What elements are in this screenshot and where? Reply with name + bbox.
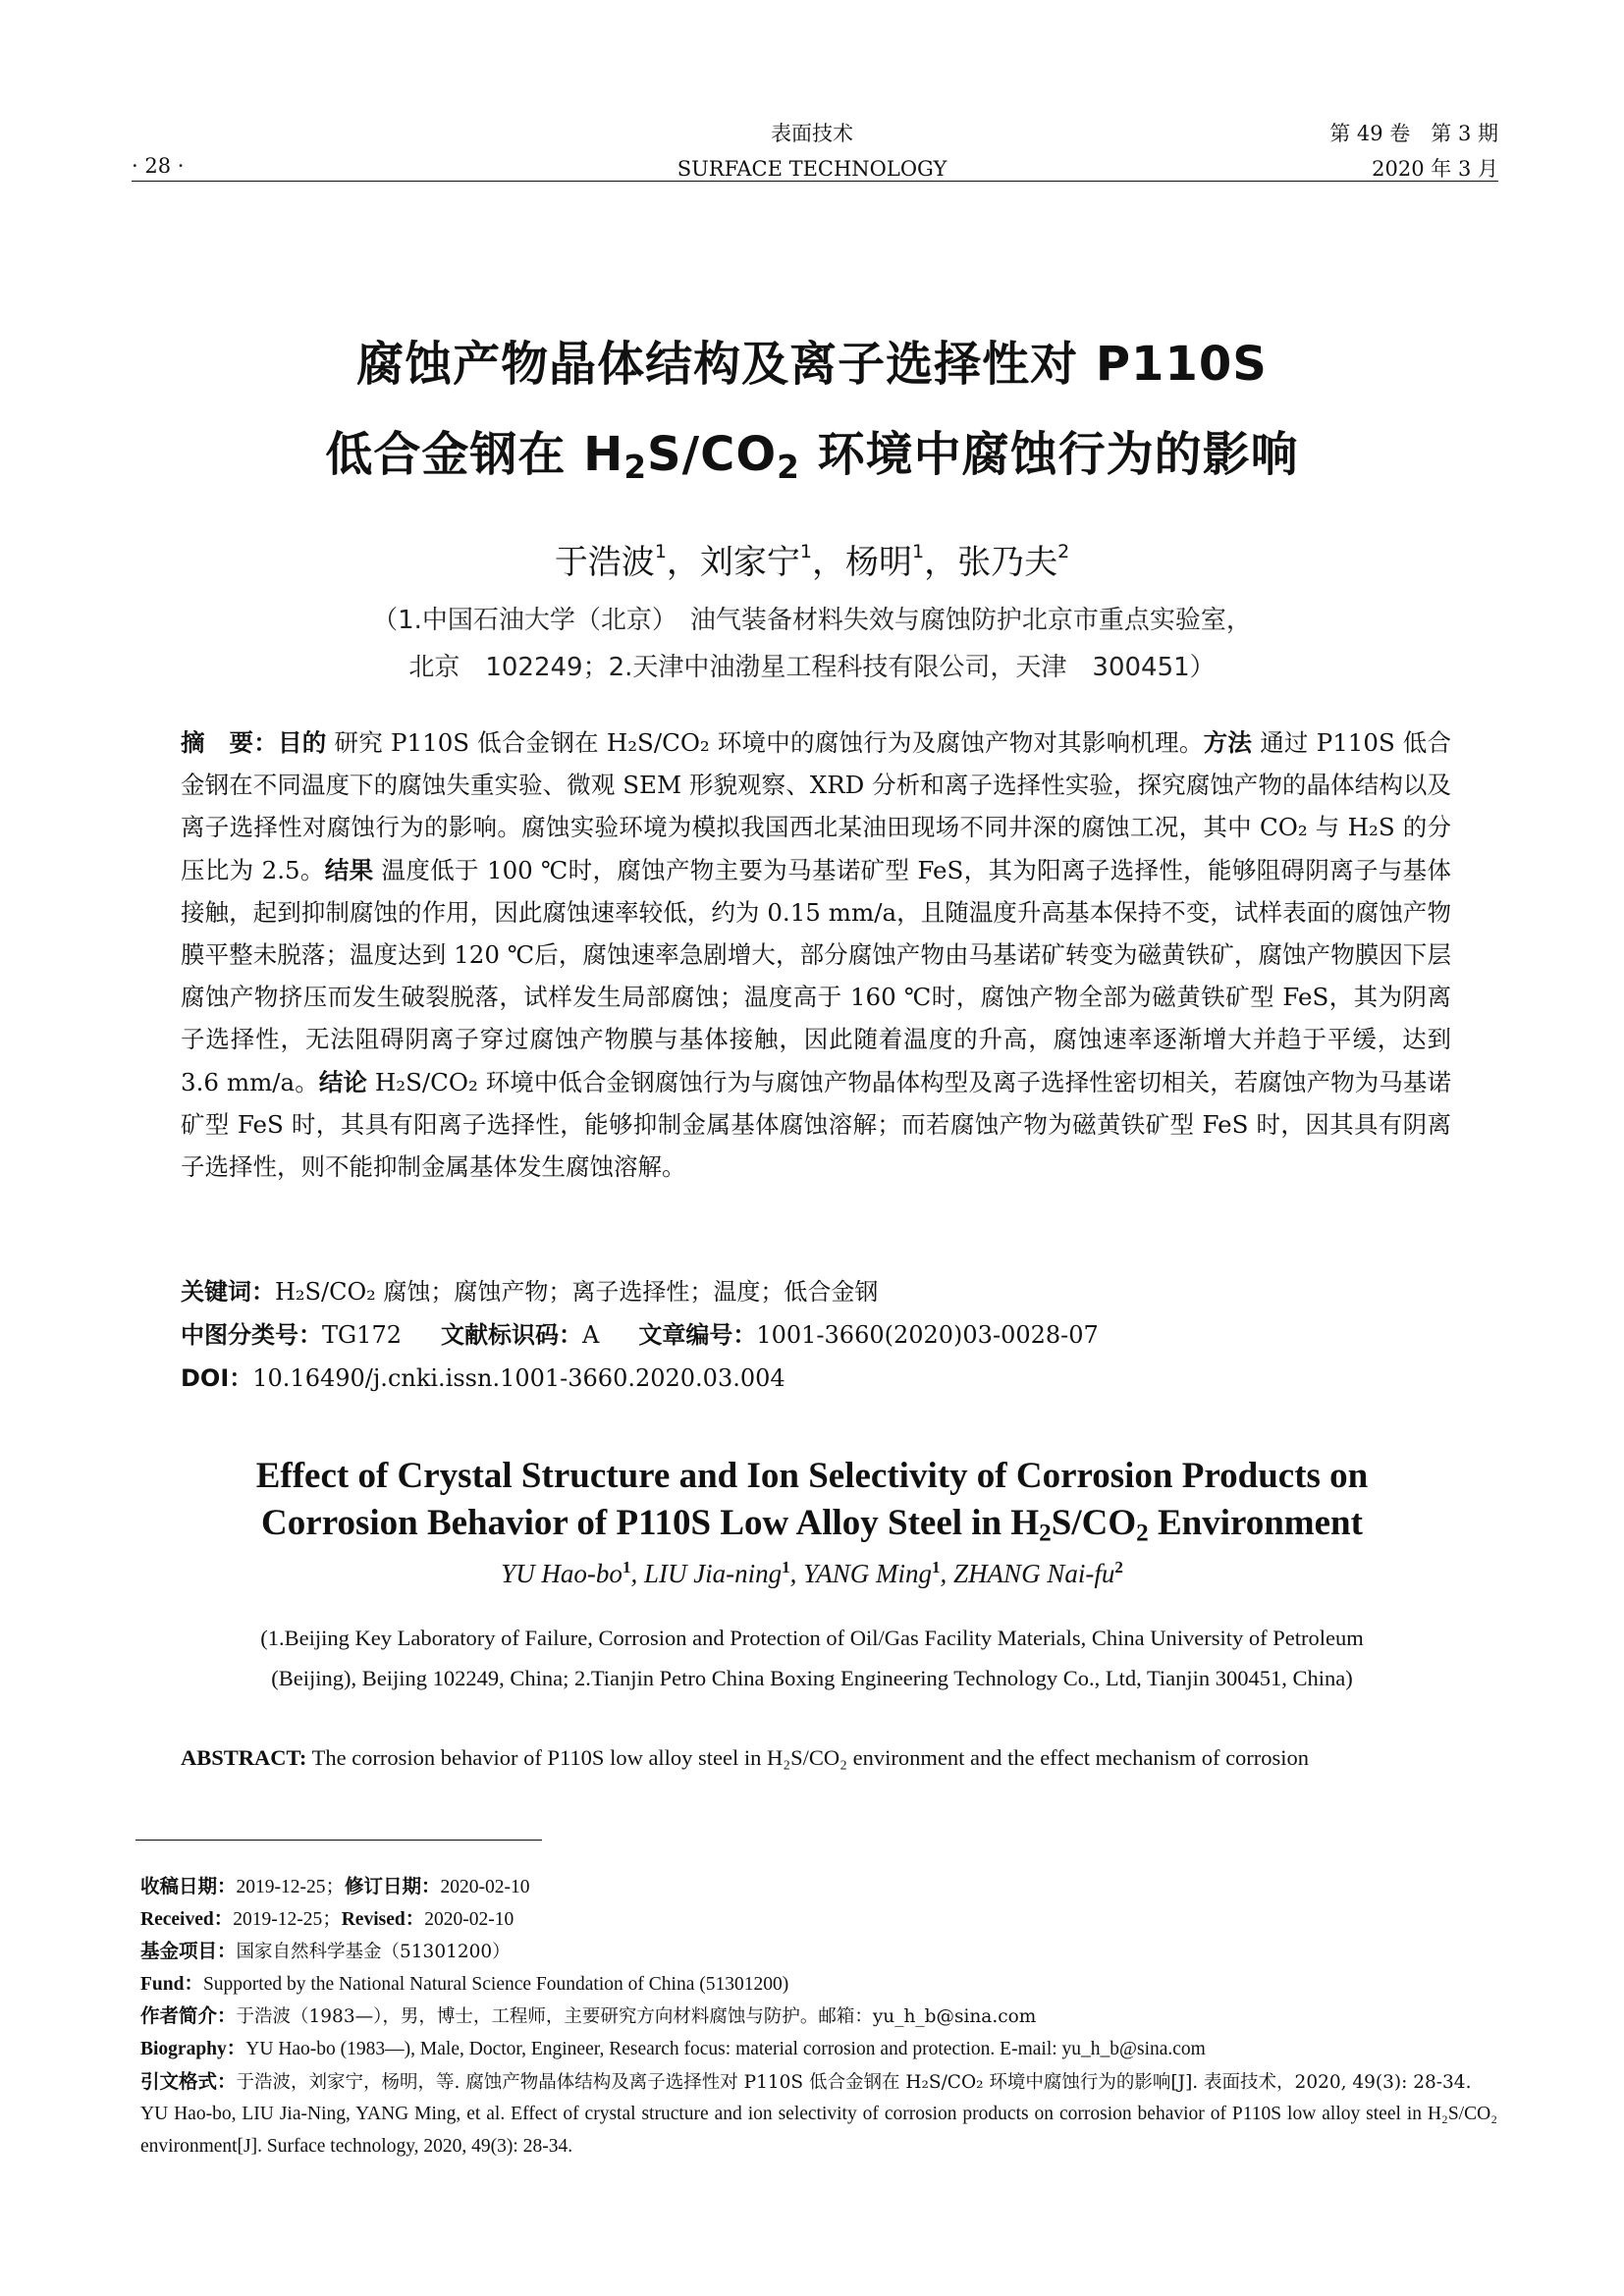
header-rule	[132, 181, 1498, 182]
journal-name-en: SURFACE TECHNOLOGY	[677, 157, 947, 181]
title-cn-line1: 腐蚀产物晶体结构及离子选择性对 P110S	[356, 337, 1268, 392]
doi: DOI：10.16490/j.cnki.issn.1001-3660.2020.03.004	[181, 1364, 785, 1392]
author-affiliation-mark: 2	[1057, 541, 1070, 562]
conclusion-label: 结论	[318, 1067, 368, 1096]
footnote-rule	[135, 1840, 542, 1841]
author-name: 张乃夫	[957, 543, 1058, 582]
keywords: 关键词：H₂S/CO₂ 腐蚀；腐蚀产物；离子选择性；温度；低合金钢	[181, 1278, 879, 1306]
volume-issue: 第 49 卷 第 3 期	[1329, 122, 1498, 145]
journal-name-cn: 表面技术	[771, 122, 853, 145]
abstract-cn: 摘 要：目的 研究 P110S 低合金钢在 H₂S/CO₂ 环境中的腐蚀行为及腐蚀产物对其影响机理。方法 通过 P110S 低合金钢在不同温度下的腐蚀失重实验、微观 SEM 形貌观察、XRD 分析和离子选择性实验，探究腐蚀产物的晶体结构以及离子选择性对腐蚀行为的影响。腐蚀实验环境为模拟我国西北某油田现场不同井深的腐蚀工况，其中 CO₂ 与 H₂S 的分压比为 2.5。结果 温度低于 100 ℃时，腐蚀产物主要为马基诺矿型 FeS，其为阳离子选择性，能够阻碍阴离子与基体接触，起到抑制腐蚀的作用，因此腐蚀速率较低，约为 0.15 mm/a，且随温度升高基本保持不变，试样表面的腐蚀产物膜平整未脱落；温度达到 120 ℃后，腐蚀速率急剧增大，部分腐蚀产物由马基诺矿转变为磁黄铁矿，腐蚀产物膜因下层腐蚀产物挤压而发生破裂脱落，试样发生局部腐蚀；温度高于 160 ℃时，腐蚀产物全部为磁黄铁矿型 FeS，其为阴离子选择性，无法阻碍阴离子穿过腐蚀产物膜与基体接触，因此随着温度的升高，腐蚀速率逐渐增大并趋于平缓，达到 3.6 mm/a。结论 H₂S/CO₂ 环境中低合金钢腐蚀行为与腐蚀产物晶体构型及离子选择性密切相关，若腐蚀产物为马基诺矿型 FeS 时，其具有阳离子选择性，能够抑制金属基体腐蚀溶解；而若腐蚀产物为磁黄铁矿型 FeS 时，因其具有阴离子选择性，则不能抑制金属基体发生腐蚀溶解。	[181, 728, 1452, 1182]
abstract-en: ABSTRACT: The corrosion behavior of P110S low alloy steel in H₂S/CO₂ environment and the effect mechanism of corrosion	[181, 1745, 1310, 1770]
citation-en: YU Hao-bo, LIU Jia-Ning, YANG Ming, et al. Effect of crystal structure and ion selectivity of corrosion products on corrosion behavior of P110S low alloy steel in H₂S/CO₂ environment[J]. Surface technology, 2020, 49(3): 28-34.	[140, 2104, 1497, 2157]
author-name: LIU Jia-ning	[643, 1559, 783, 1588]
fund-en: Fund：Supported by the National Natural Science Foundation of China (51301200)	[140, 1973, 789, 1995]
title-cn	[0, 319, 1624, 512]
author-name: YU Hao-bo	[501, 1559, 623, 1588]
citation-cn: 引文格式：于浩波，刘家宁，杨明，等. 腐蚀产物晶体结构及离子选择性对 P110S 低合金钢在 H₂S/CO₂ 环境中腐蚀行为的影响[J]. 表面技术，2020, 49(3): 28-34.	[140, 2069, 1472, 2093]
fund-cn: 基金项目：国家自然科学基金（51301200）	[140, 1940, 511, 1963]
author-affiliation-mark: 1	[799, 541, 812, 562]
authors-cn: 于浩波$^1$，刘家宁$^1$，杨明$^1$，张乃夫$^2$	[554, 541, 1070, 582]
classification: 中图分类号：TG172 文献标识码：A 文章编号：1001-3660(2020)03-0028-07	[181, 1321, 1099, 1349]
issue-date: 2020 年 3 月	[1372, 157, 1498, 181]
footnotes	[140, 1871, 1497, 2163]
author-name: YANG Ming	[803, 1559, 933, 1588]
method-label: 方法	[1203, 728, 1253, 757]
result-label: 结果	[324, 855, 374, 884]
page-number: · 28 ·	[132, 154, 185, 178]
author-name: 刘家宁	[699, 543, 800, 582]
affiliation-cn: （1.中国石油大学（北京） 油气装备材料失效与腐蚀防护北京市重点实验室， 北京 102249；2.天津中油渤星工程科技有限公司，天津 300451）	[372, 606, 1252, 682]
title-cn-line2: 低合金钢在 $H_2S/CO_2$ 环境中腐蚀行为的影响	[325, 427, 1299, 487]
biography-en: Biography：YU Hao-bo (1983—), Male, Doctor, Engineer, Research focus: material corrosion and protection. E-mail: yu_h_b@sina.com	[140, 2038, 1206, 2059]
doi-value: 10.16490/j.cnki.issn.1001-3660.2020.03.004	[252, 1364, 785, 1392]
author-affiliation-mark: 1	[912, 541, 925, 562]
author-name: ZHANG Nai-fu	[953, 1559, 1115, 1588]
affiliation-en: (1.Beijing Key Laboratory of Failure, Corrosion and Protection of Oil/Gas Facility Materials, China University of Petroleum (Beijing), Beijing 102249, China; 2.Tianjin Petro China Boxing Engineering Technology Co., Ltd, Tianjin 300451, China)	[260, 1626, 1364, 1690]
title-en: Effect of Crystal Structure and Ion Selectivity of Corrosion Products on Corrosion Behavior of P110S Low Alloy Steel in $H_2S/CO_2$ Environment	[255, 1456, 1369, 1547]
authors-en: YU Hao-$bo^1$, LIU Jia-ning$^1$, YANG Ming$^1$, ZHANG Nai-$fu^2$	[501, 1558, 1123, 1588]
author-name: 于浩波	[554, 543, 655, 582]
received-cn: 收稿日期：2019-12-25；修订日期：2020-02-10	[140, 1875, 530, 1897]
purpose-label: 目的	[277, 728, 327, 757]
issue-info	[1329, 116, 1498, 187]
received-en: Received：2019-12-25；Revised：2020-02-10	[140, 1908, 514, 1930]
author-affiliation-mark: 1	[654, 541, 667, 562]
abstract-cn-label: 摘 要：	[181, 728, 278, 757]
author-name: 杨明	[845, 543, 912, 582]
biography-cn: 作者简介：于浩波（1983—），男，博士，工程师，主要研究方向材料腐蚀与防护。邮箱：yu_h_b@sina.com	[140, 2004, 1037, 2028]
